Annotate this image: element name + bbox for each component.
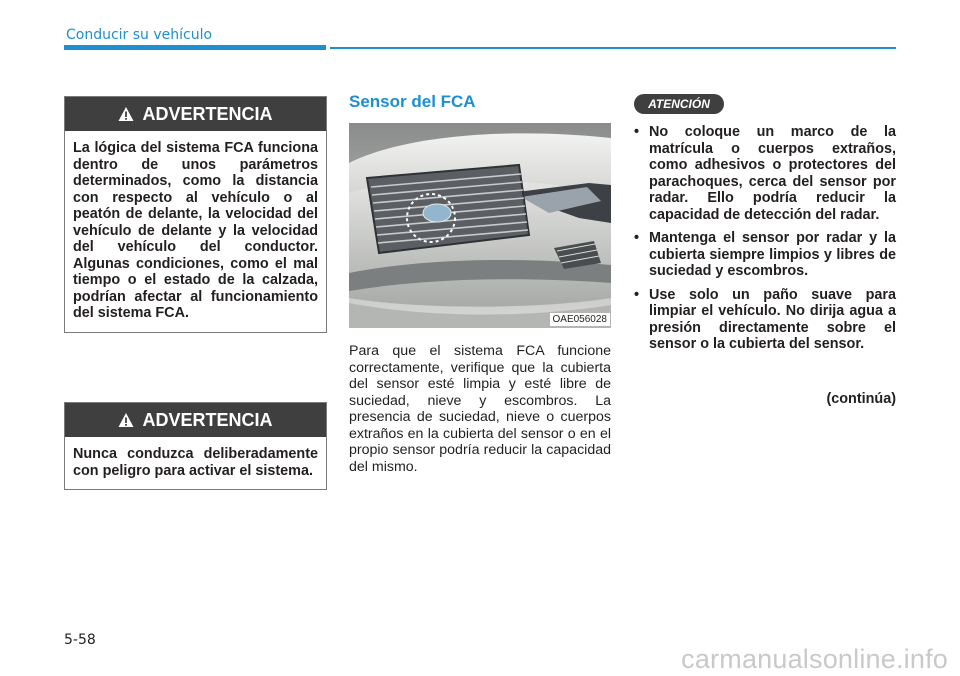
list-item-text: Mantenga el sensor por radar y la cubierta siempre limpios y libres de suciedad y escombros. bbox=[649, 230, 896, 279]
warning-title: ADVERTENCIA bbox=[142, 409, 273, 430]
list-item-text: Use solo un paño suave para limpiar el vehículo. No dirija agua a presión directamente sobre el sensor o la cubierta del sensor. bbox=[649, 286, 896, 352]
header-rule-thick bbox=[64, 45, 326, 50]
warning-triangle-icon bbox=[118, 106, 134, 122]
attention-list bbox=[634, 124, 896, 360]
warning-body: Nunca conduzca deliberadamente con peligro para activar el sistema. bbox=[73, 446, 318, 479]
sensor-section-title: Sensor del FCA bbox=[349, 92, 476, 111]
list-item bbox=[634, 230, 896, 280]
sensor-photo bbox=[349, 123, 611, 328]
sensor-paragraph: Para que el sistema FCA funcione correctamente, verifique que la cubierta del sensor esté limpia y esté libre de suciedad, nieve y escombros. La presencia de suciedad, nieve o cuerpos extraños en la cubierta del sensor o en el propio sensor podría reducir la capacidad del mismo. bbox=[349, 343, 611, 475]
warning-title: ADVERTENCIA bbox=[142, 103, 273, 124]
list-item-text: No coloque un marco de la matrícula o cuerpos extraños, como adhesivos o protectores del parachoques, cerca del sensor por radar. Ello podría reducir la capacidad de detección del radar. bbox=[649, 124, 896, 223]
image-code-label: OAE056028 bbox=[550, 313, 611, 326]
section-header: Conducir su vehículo bbox=[66, 27, 213, 43]
warning-body: La lógica del sistema FCA funciona dentro de unos parámetros determinados, como la distancia con respecto al vehículo o al peatón de delante, la velocidad del vehículo de delante y la velocidad del vehículo del conductor. Algunas condiciones, como el mal tiempo o el estado de la calzada, podrían afectar al funcionamiento del sistema FCA. bbox=[73, 140, 318, 321]
bullet-dot: • bbox=[634, 286, 640, 303]
bullet-dot: • bbox=[634, 230, 640, 246]
watermark: carmanualsonline.info bbox=[681, 644, 948, 674]
warning-box-header bbox=[65, 403, 326, 437]
continued-note: (continúa) bbox=[826, 391, 896, 407]
car-front-illustration bbox=[349, 123, 611, 328]
list-item bbox=[634, 124, 896, 223]
attention-badge: ATENCIÓN bbox=[634, 94, 724, 114]
list-item bbox=[634, 287, 896, 353]
warning-box-2 bbox=[64, 402, 327, 490]
page-number: 5-58 bbox=[64, 632, 96, 648]
warning-box-1 bbox=[64, 96, 327, 333]
header-rule-thin bbox=[330, 47, 896, 49]
warning-triangle-icon bbox=[118, 412, 134, 428]
warning-box-header bbox=[65, 97, 326, 131]
bullet-dot: • bbox=[634, 124, 640, 140]
